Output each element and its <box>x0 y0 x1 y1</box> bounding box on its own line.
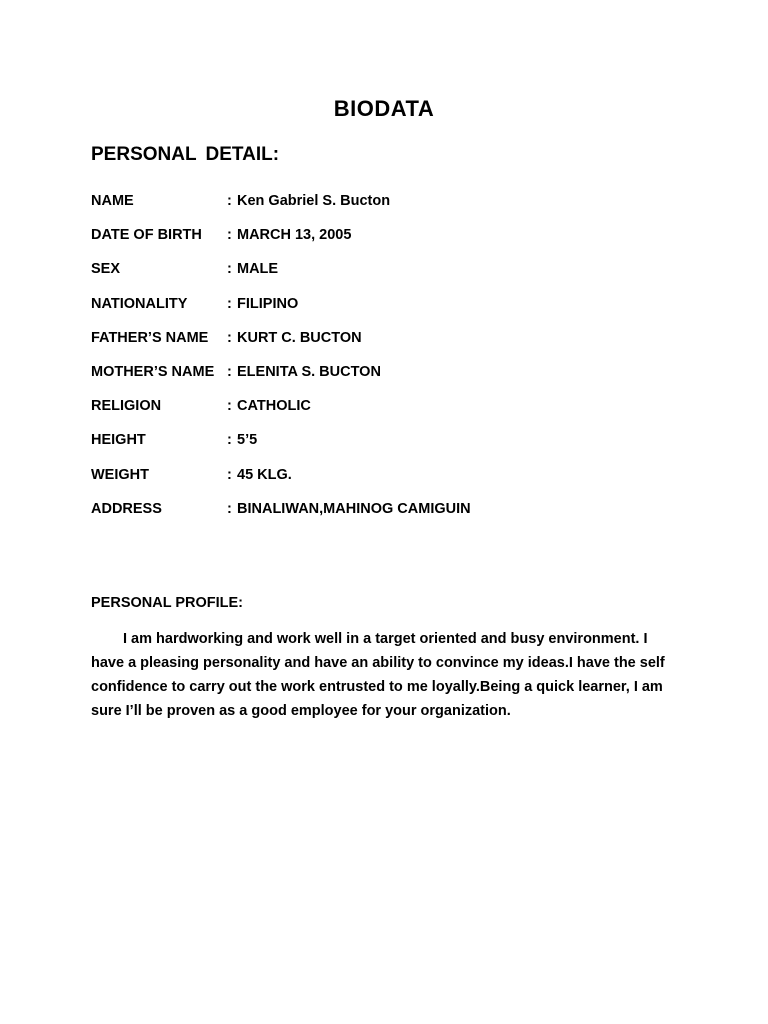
detail-label: NATIONALITY <box>91 295 188 312</box>
document-title: BIODATA <box>333 96 435 121</box>
detail-separator: : <box>227 295 232 312</box>
detail-value: CATHOLIC <box>237 398 311 415</box>
detail-row-date-of-birth <box>91 218 691 252</box>
detail-value: 5’5 <box>237 432 258 449</box>
detail-value: ELENITA S. BUCTON <box>237 364 381 381</box>
detail-label: DATE OF BIRTH <box>91 227 202 244</box>
detail-label: NAME <box>91 193 134 210</box>
detail-row-fathers-name <box>91 321 691 355</box>
detail-row-weight <box>91 458 691 492</box>
detail-row-name <box>91 184 691 218</box>
detail-row-religion <box>91 389 691 423</box>
detail-label: WEIGHT <box>91 466 149 483</box>
detail-label: ADDRESS <box>91 500 162 517</box>
detail-separator: : <box>227 329 232 346</box>
detail-value: MARCH 13, 2005 <box>237 227 352 244</box>
detail-separator: : <box>227 193 232 210</box>
detail-row-sex <box>91 252 691 286</box>
detail-value: BINALIWAN,MAHINOG CAMIGUIN <box>237 500 471 517</box>
detail-separator: : <box>227 466 232 483</box>
detail-row-height <box>91 423 691 457</box>
detail-value: Ken Gabriel S. Bucton <box>237 193 391 210</box>
detail-value: FILIPINO <box>237 295 299 312</box>
detail-separator: : <box>227 227 232 244</box>
detail-separator: : <box>227 500 232 517</box>
detail-separator: : <box>227 261 232 278</box>
detail-row-nationality <box>91 287 691 321</box>
detail-separator: : <box>227 364 232 381</box>
personal-profile-paragraph: I am hardworking and work well in a target oriented and busy environment. I have a pleasing personality and have an ability to convince my ideas.I have the self confidence to carry out the work entrusted to me loyally.Being a quick learner, I am sure I’ll be proven as a good employee for your organization. <box>91 631 665 719</box>
detail-label: RELIGION <box>91 398 162 415</box>
detail-value: MALE <box>237 261 279 278</box>
detail-label: MOTHER’S NAME <box>91 364 215 381</box>
personal-profile-heading: PERSONAL PROFILE: <box>91 595 243 611</box>
detail-separator: : <box>227 432 232 449</box>
detail-separator: : <box>227 398 232 415</box>
personal-detail-heading: PERSONAL DETAIL: <box>91 144 280 165</box>
detail-label: SEX <box>91 261 121 278</box>
detail-row-address <box>91 492 691 526</box>
detail-row-mothers-name <box>91 355 691 389</box>
detail-value: 45 KLG. <box>237 466 292 483</box>
detail-label: HEIGHT <box>91 432 146 449</box>
personal-detail-list <box>91 184 691 526</box>
detail-label: FATHER’S NAME <box>91 329 209 346</box>
detail-value: KURT C. BUCTON <box>237 329 362 346</box>
